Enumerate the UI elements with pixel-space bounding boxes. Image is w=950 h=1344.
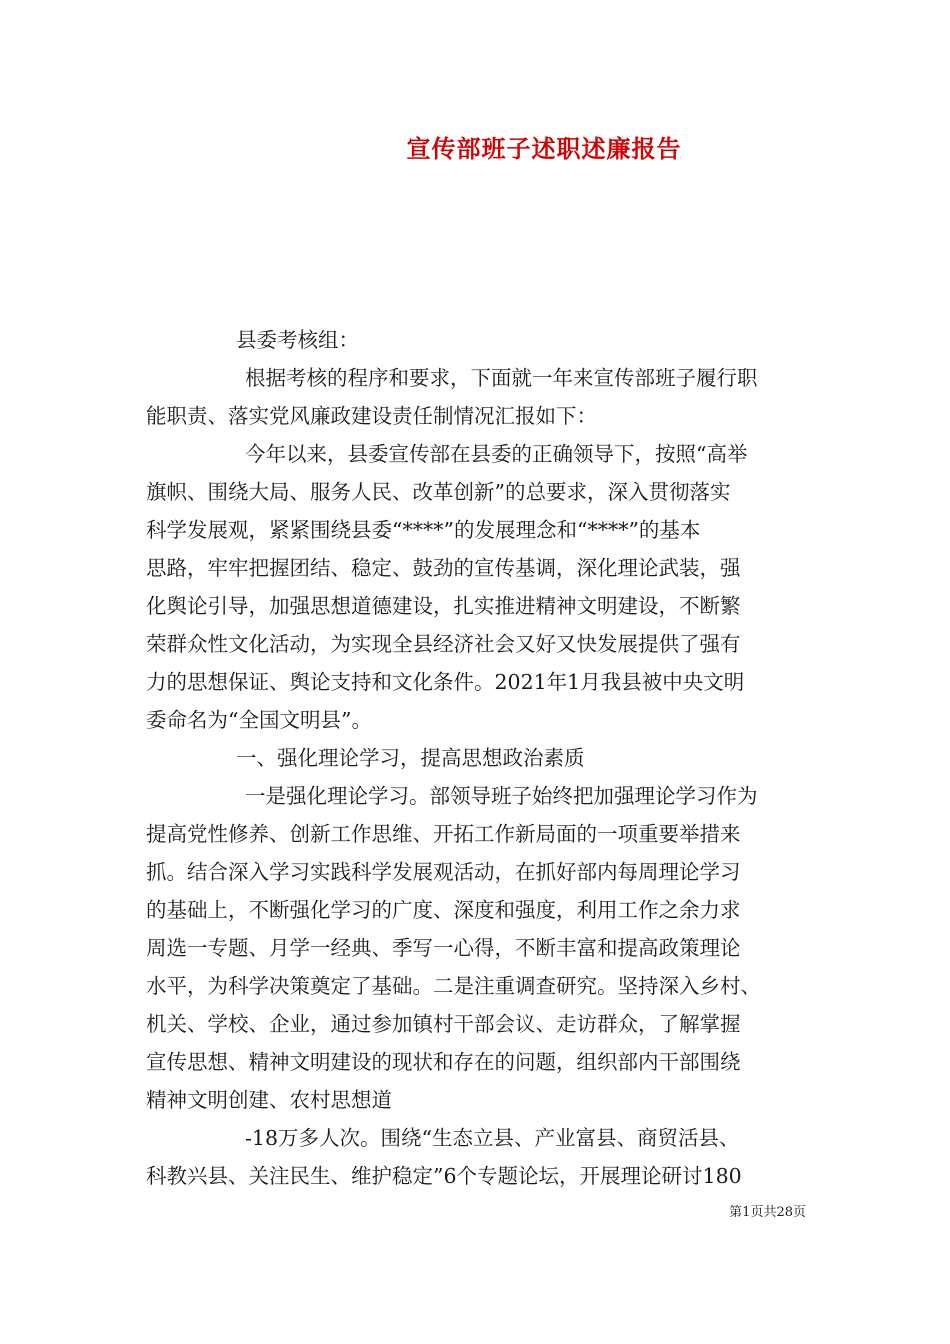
- paragraph-line: 提高党性修养、创新工作思维、开拓工作新局面的一项重要举措来: [146, 822, 741, 846]
- page-number: 第1页共28页: [729, 1205, 806, 1220]
- paragraph-line: 今年以来，县委宣传部在县委的正确领导下，按照“高举: [245, 442, 748, 466]
- paragraph-line: 委命名为“全国文明县”。: [146, 708, 372, 732]
- paragraph-line: 根据考核的程序和要求，下面就一年来宣传部班子履行职: [245, 366, 758, 390]
- paragraph-line: 机关、学校、企业，通过参加镇村干部会议、走访群众，了解掌握: [146, 1012, 741, 1036]
- paragraph-line: 的基础上，不断强化学习的广度、深度和强度，利用工作之余力求: [146, 898, 741, 922]
- paragraph-line: 水平，为科学决策奠定了基础。二是注重调查研究。坚持深入乡村、: [146, 974, 761, 998]
- salutation: 县委考核组：: [236, 328, 359, 352]
- paragraph-line: 抓。结合深入学习实践科学发展观活动，在抓好部内每周理论学习: [146, 860, 741, 884]
- paragraph-line: 精神文明创建、农村思想道: [146, 1088, 392, 1112]
- paragraph-line: 旗帜、围绕大局、服务人民、改革创新”的总要求，深入贯彻落实: [146, 480, 731, 504]
- paragraph-line: 一是强化理论学习。部领导班子始终把加强理论学习作为: [245, 784, 758, 808]
- paragraph-line: 化舆论引导，加强思想道德建设，扎实推进精神文明建设，不断繁: [146, 594, 741, 618]
- paragraph-line: 思路，牢牢把握团结、稳定、鼓劲的宣传基调，深化理论武装，强: [146, 556, 741, 580]
- paragraph-line: 科学发展观，紧紧围绕县委“****”的发展理念和“****”的基本: [146, 518, 701, 542]
- paragraph-line: 宣传思想、精神文明建设的现状和存在的问题，组织部内干部围绕: [146, 1050, 741, 1074]
- paragraph-line: 力的思想保证、舆论支持和文化条件。2021年1月我县被中央文明: [146, 670, 745, 694]
- paragraph-line: 能职责、落实党风廉政建设责任制情况汇报如下：: [146, 404, 597, 428]
- paragraph-line: 科教兴县、关注民生、维护稳定”6个专题论坛，开展理论研讨180: [146, 1164, 742, 1188]
- document-title: 宣传部班子述职述廉报告: [406, 134, 682, 163]
- paragraph-line: 周选一专题、月学一经典、季写一心得，不断丰富和提高政策理论: [146, 936, 741, 960]
- paragraph-line: -18万多人次。围绕“生态立县、产业富县、商贸活县、: [245, 1126, 740, 1150]
- paragraph-line: 荣群众性文化活动，为实现全县经济社会又好又快发展提供了强有: [146, 632, 741, 656]
- section-heading: 一、强化理论学习，提高思想政治素质: [236, 746, 585, 770]
